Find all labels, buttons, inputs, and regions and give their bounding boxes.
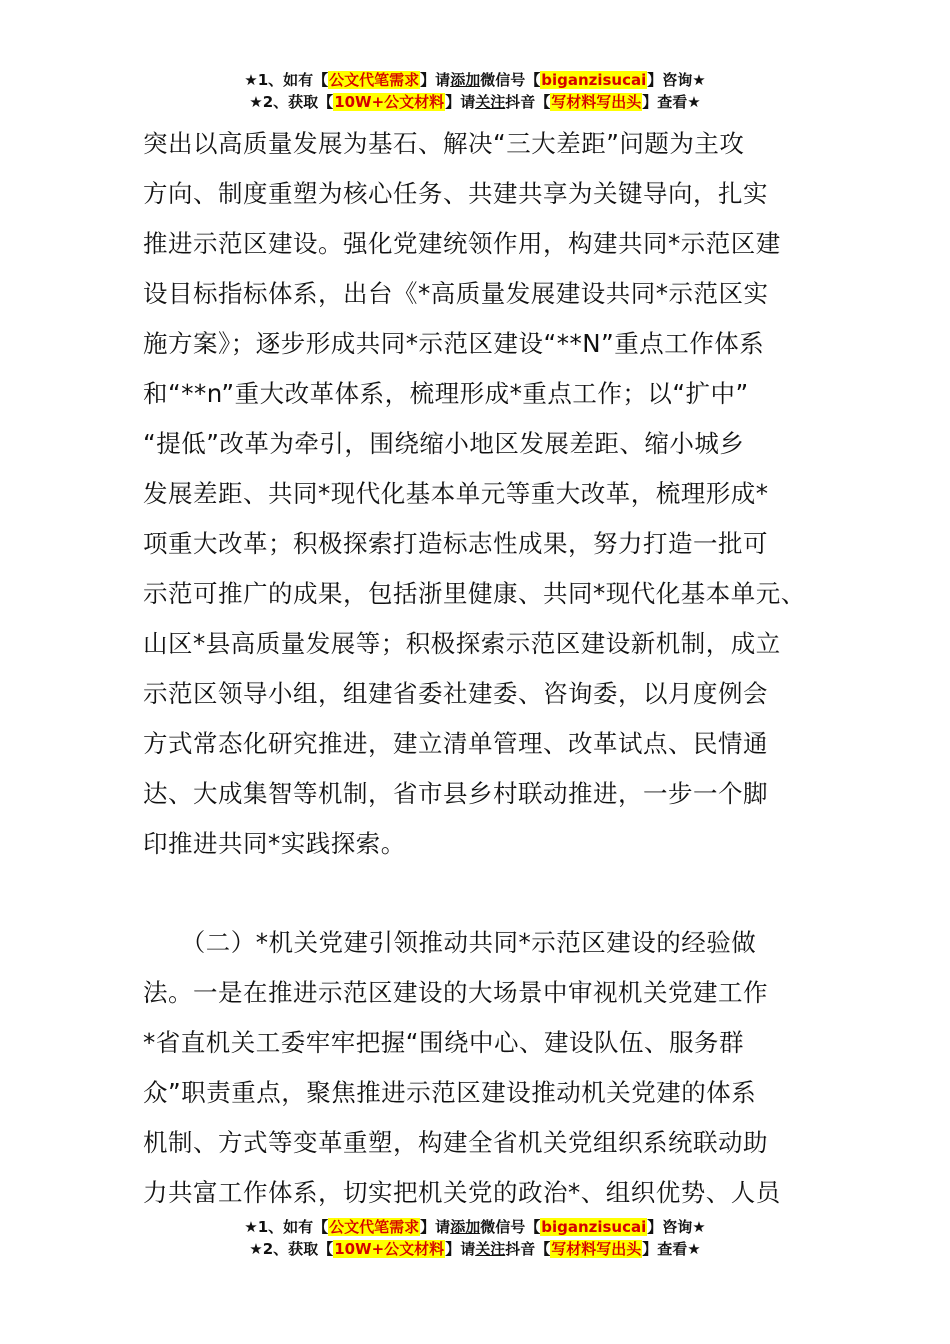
banner-line-1 [0,1216,950,1238]
banner-wechat-id: biganzisucai [541,71,647,89]
text-line: 达、大成集智等机制，省市县乡村联动推进，一步一个脚 [143,779,768,808]
banner-text: 】查看★ [642,1240,701,1258]
banner-line-2 [0,91,950,113]
banner-underlined-text: 关注 [475,93,506,111]
text-line: 和“**n”重大改革体系，梳理形成*重点工作；以“扩中” [143,379,749,408]
text-line: 方向、制度重塑为核心任务、共建共享为关键导向，扎实 [143,179,768,208]
text-line: 力共富工作体系，切实把机关党的政治*、组织优势、人员 [143,1178,781,1207]
banner-text: 】咨询★ [647,71,706,89]
text-line: 法。一是在推进示范区建设的大场景中审视机关党建工作 [143,978,768,1007]
text-line: 突出以高质量发展为基石、解决“三大差距”问题为主攻 [143,129,745,158]
text-line: 众”职责重点，聚焦推进示范区建设推动机关党建的体系 [143,1078,757,1107]
banner-line-2 [0,1238,950,1260]
text-line: 山区*县高质量发展等；积极探索示范区建设新机制，成立 [143,629,781,658]
banner-line-1 [0,69,950,91]
text-line: 施方案》；逐步形成共同*示范区建设“**N”重点工作体系 [143,329,765,358]
banner-text: 】请 [445,1240,476,1258]
banner-text: 】请 [420,1218,451,1236]
banner-highlight: 10W+公文材料 [334,93,445,111]
text-line: “提低”改革为牵引，围绕缩小地区发展差距、缩小城乡 [143,429,745,458]
banner-wechat-id: biganzisucai [541,1218,647,1236]
text-line: 项重大改革；积极探索打造标志性成果，努力打造一批可 [143,529,768,558]
banner-highlight: 10W+公文材料 [334,1240,445,1258]
banner-text: ★2、获取【 [249,93,334,111]
banner-text: ★2、获取【 [249,1240,334,1258]
text-line: 发展差距、共同*现代化基本单元等重大改革，梳理形成* [143,479,769,508]
text-line: 推进示范区建设。强化党建统领作用，构建共同*示范区建 [143,229,781,258]
text-line: 示范区领导小组，组建省委社建委、咨询委，以月度例会 [143,679,768,708]
header-banner [0,69,950,113]
banner-text: 】咨询★ [647,1218,706,1236]
banner-underlined-text: 关注 [475,1240,506,1258]
banner-text: 抖音【 [505,1240,551,1258]
banner-text: 微信号【 [480,1218,541,1236]
text-line: （二）*机关党建引领推动共同*示范区建设的经验做 [143,928,757,957]
banner-underlined-text: 添加 [450,71,481,89]
text-line: 印推进共同*实践探索。 [143,829,406,858]
text-line: *省直机关工委牢牢把握“围绕中心、建设队伍、服务群 [143,1028,744,1057]
banner-douyin-id: 写材料写出头 [551,93,642,111]
banner-text: 】请 [445,93,476,111]
banner-highlight: 公文代笔需求 [329,71,420,89]
footer-banner [0,1216,950,1260]
text-line: 机制、方式等变革重塑，构建全省机关党组织系统联动助 [143,1128,768,1157]
banner-text: ★1、如有【 [244,1218,329,1236]
banner-text: 抖音【 [505,93,551,111]
text-line: 设目标指标体系，出台《*高质量发展建设共同*示范区实 [143,279,769,308]
banner-text: 】请 [420,71,451,89]
banner-underlined-text: 添加 [450,1218,481,1236]
text-line: 示范可推广的成果，包括浙里健康、共同*现代化基本单元、 [143,579,806,608]
paragraph-1 [143,119,813,869]
paragraph-2 [143,918,813,1218]
banner-text: 】查看★ [642,93,701,111]
banner-text: 微信号【 [480,71,541,89]
banner-douyin-id: 写材料写出头 [551,1240,642,1258]
text-line: 方式常态化研究推进，建立清单管理、改革试点、民情通 [143,729,768,758]
banner-text: ★1、如有【 [244,71,329,89]
banner-highlight: 公文代笔需求 [329,1218,420,1236]
